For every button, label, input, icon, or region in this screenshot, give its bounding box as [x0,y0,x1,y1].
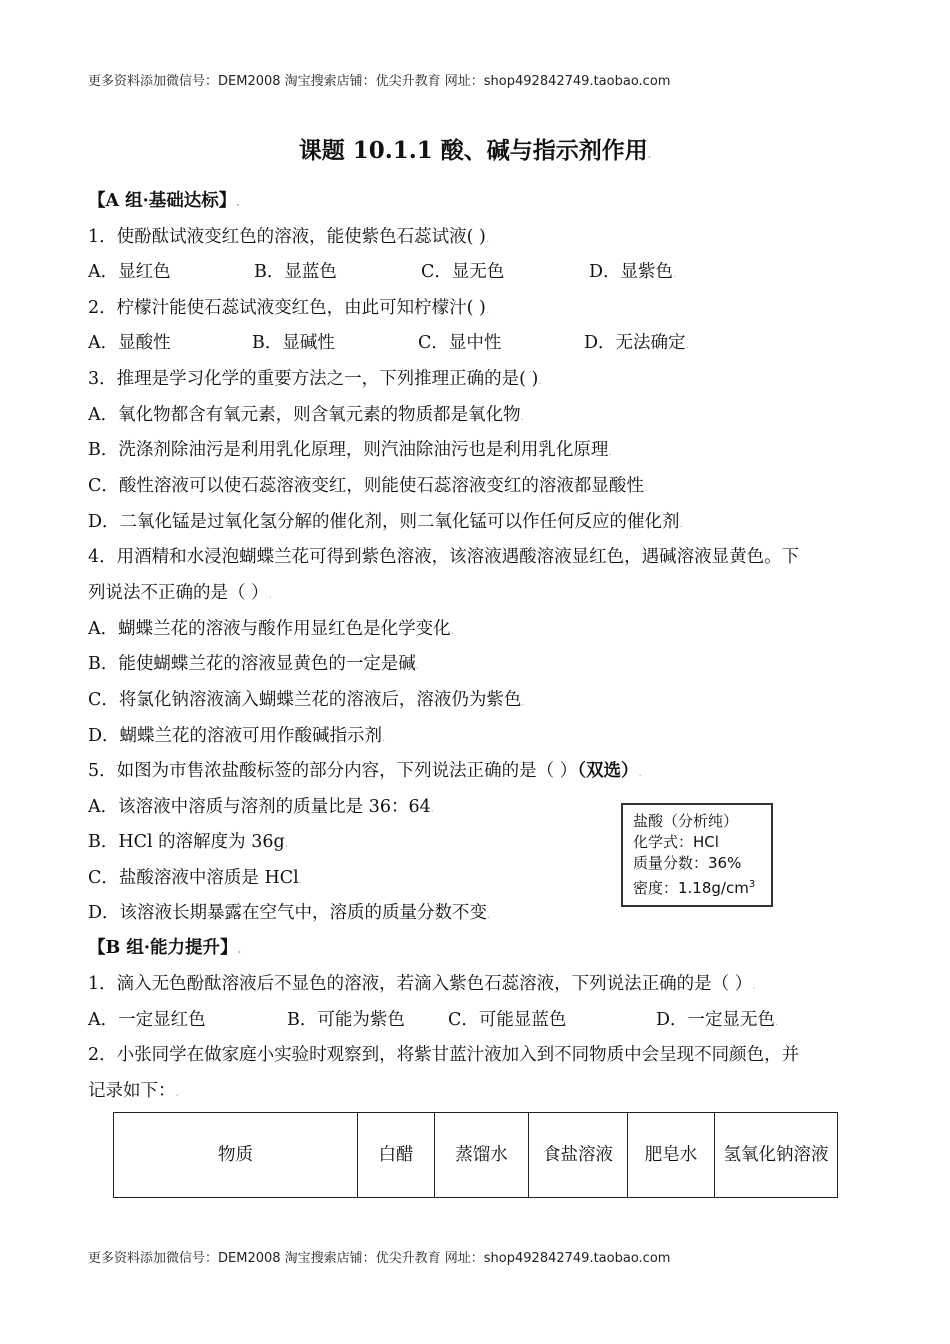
q4-option-a: A．蝴蝶兰花的溶液与酸作用显红色是化学变化. [88,619,454,639]
q5-stem-text: 5．如图为市售浓盐酸标签的部分内容，下列说法正确的是（ ） [88,761,578,781]
q2-option-b: B．显碱性 [252,333,335,353]
table-header-cell: 物质 [114,1113,358,1198]
table-header-cell: 白醋 [358,1113,435,1198]
b1-option-d-text: D．一定显无色 [656,1010,776,1030]
table-header-cell: 食盐溶液 [529,1113,628,1198]
q2-stem-text: 2．柠檬汁能使石蕊试液变红色，由此可知柠檬汁( ) [88,298,486,318]
q3-option-d-text: D．二氧化锰是过氧化氢分解的催化剂，则二氧化锰可以作任何反应的催化剂 [88,512,680,532]
section-a-text: 【A 组·基础达标】 [88,191,237,211]
question-5-stem: 5．如图为市售浓盐酸标签的部分内容，下列说法正确的是（ ）（双选）. [88,761,642,781]
b-question-2-stem-line1: 2．小张同学在做家庭小实验时观察到，将紫甘蓝汁液加入到不同物质中会呈现不同颜色，并 [88,1045,800,1065]
q5-option-c: C．盐酸溶液中溶质是 HCl. [88,868,302,888]
q3-option-c: C．酸性溶液可以使石蕊溶液变红，则能使石蕊溶液变红的溶液都显酸性. [88,476,648,496]
q3-option-a-text: A．氧化物都含有氧元素，则含氧元素的物质都是氧化物 [88,405,521,425]
q1-stem-text: 1．使酚酞试液变红色的溶液，能使紫色石蕊试液( ) [88,227,486,247]
q3-option-c-text: C．酸性溶液可以使石蕊溶液变红，则能使石蕊溶液变红的溶液都显酸性 [88,476,644,496]
q4-option-a-text: A．蝴蝶兰花的溶液与酸作用显红色是化学变化 [88,619,451,639]
table-header-cell: 肥皂水 [628,1113,715,1198]
q4-option-b: B．能使蝴蝶兰花的溶液显黄色的一定是碱. [88,654,420,674]
b1-option-d: D．一定显无色. [656,1010,779,1030]
q4-option-d-text: D．蝴蝶兰花的溶液可用作酸碱指示剂 [88,726,383,746]
b1-option-c: C．可能显蓝色 [448,1010,567,1030]
q4-stem-line2-text: 列说法不正确的是（ ） [88,583,269,603]
q1-option-d-text: D．显紫色 [589,262,674,282]
q5-option-b: B．HCl 的溶解度为 36g. [88,832,288,852]
table-header-cell: 氢氧化钠溶液 [715,1113,838,1198]
q3-option-a: A．氧化物都含有氧元素，则含氧元素的物质都是氧化物. [88,405,524,425]
density-text: 密度：1.18g/cm [633,879,749,897]
q2-option-c: C．显中性 [418,333,502,353]
question-2-stem: 2．柠檬汁能使石蕊试液变红色，由此可知柠檬汁( ). [88,298,490,318]
page-footer: 更多资料添加微信号：DEM2008 淘宝搜索店铺：优尖升教育 网址：shop492842749.taobao.com [88,1251,671,1266]
q5-option-d: D．该溶液长期暴露在空气中，溶质的质量分数不变. [88,903,491,923]
hydrochloric-acid-label [621,803,773,907]
q5-option-a-text: A．该溶液中溶质与溶剂的质量比是 36：64 [88,797,431,817]
q5-double-select-tag: （双选） [577,761,639,781]
b-question-2-stem-line2: 记录如下：. [88,1081,179,1101]
q4-option-c-text: C．将氯化钠溶液滴入蝴蝶兰花的溶液后，溶液仍为紫色 [88,690,522,710]
observation-table [113,1112,838,1198]
question-3-stem: 3．推理是学习化学的重要方法之一，下列推理正确的是( ). [88,369,542,389]
b1-stem-text: 1．滴入无色酚酞溶液后不显色的溶液，若滴入紫色石蕊溶液，下列说法正确的是（ ） [88,974,753,994]
q2-option-d-text: D．无法确定 [584,333,686,353]
q1-option-c: C．显无色 [421,262,505,282]
q1-option-a: A．显红色 [88,262,171,282]
section-a-heading: 【A 组·基础达标】. [88,191,240,211]
q4-option-c: C．将氯化钠溶液滴入蝴蝶兰花的溶液后，溶液仍为紫色. [88,690,525,710]
density-superscript: 3 [748,879,756,890]
q3-option-d: D．二氧化锰是过氧化氢分解的催化剂，则二氧化锰可以作任何反应的催化剂. [88,512,683,532]
q5-option-a: A．该溶液中溶质与溶剂的质量比是 36：64. [88,797,434,817]
q1-option-d: D．显紫色. [589,262,677,282]
b-question-1-stem: 1．滴入无色酚酞溶液后不显色的溶液，若滴入紫色石蕊溶液，下列说法正确的是（ ）. [88,974,756,994]
table-header-cell: 蒸馏水 [435,1113,529,1198]
q3-stem-text: 3．推理是学习化学的重要方法之一，下列推理正确的是( ) [88,369,539,389]
q4-option-b-text: B．能使蝴蝶兰花的溶液显黄色的一定是碱 [88,654,416,674]
section-b-heading: 【B 组·能力提升】. [88,938,241,958]
b1-option-b: B．可能为紫色 [287,1010,405,1030]
question-4-stem-line1: 4．用酒精和水浸泡蝴蝶兰花可得到紫色溶液，该溶液遇酸溶液显红色，遇碱溶液显黄色。下 [88,547,800,567]
q5-option-c-text: C．盐酸溶液中溶质是 HCl [88,868,299,888]
b1-option-a: A．一定显红色 [88,1010,206,1030]
label-line-mass-fraction: 质量分数：36% [633,854,742,872]
q2-option-d: D．无法确定. [584,333,689,353]
page-header: 更多资料添加微信号：DEM2008 淘宝搜索店铺：优尖升教育 网址：shop492842749.taobao.com [88,74,671,89]
question-1-stem: 1．使酚酞试液变红色的溶液，能使紫色石蕊试液( ). [88,227,490,247]
q5-option-b-text: B．HCl 的溶解度为 36g [88,832,285,852]
q3-option-b: B．洗涤剂除油污是利用乳化原理，则汽油除油污也是利用乳化原理. [88,440,612,460]
page-title: 课题 10.1.1 酸、碱与指示剂作用. [298,137,652,164]
q3-option-b-text: B．洗涤剂除油污是利用乳化原理，则汽油除油污也是利用乳化原理 [88,440,609,460]
label-line-formula: 化学式：HCl [633,833,719,851]
label-line-name: 盐酸（分析纯） [633,812,739,830]
label-line-density [633,874,761,899]
section-b-text: 【B 组·能力提升】 [88,938,238,958]
title-text: 课题 10.1.1 酸、碱与指示剂作用 [298,137,648,164]
b2-stem-line2-text: 记录如下： [88,1081,176,1101]
q4-option-d: D．蝴蝶兰花的溶液可用作酸碱指示剂. [88,726,386,746]
q5-option-d-text: D．该溶液长期暴露在空气中，溶质的质量分数不变 [88,903,488,923]
q2-option-a: A．显酸性 [88,333,171,353]
q1-option-b: B．显蓝色 [254,262,337,282]
question-4-stem-line2: 列说法不正确的是（ ）. [88,583,272,603]
table-row [114,1113,838,1198]
